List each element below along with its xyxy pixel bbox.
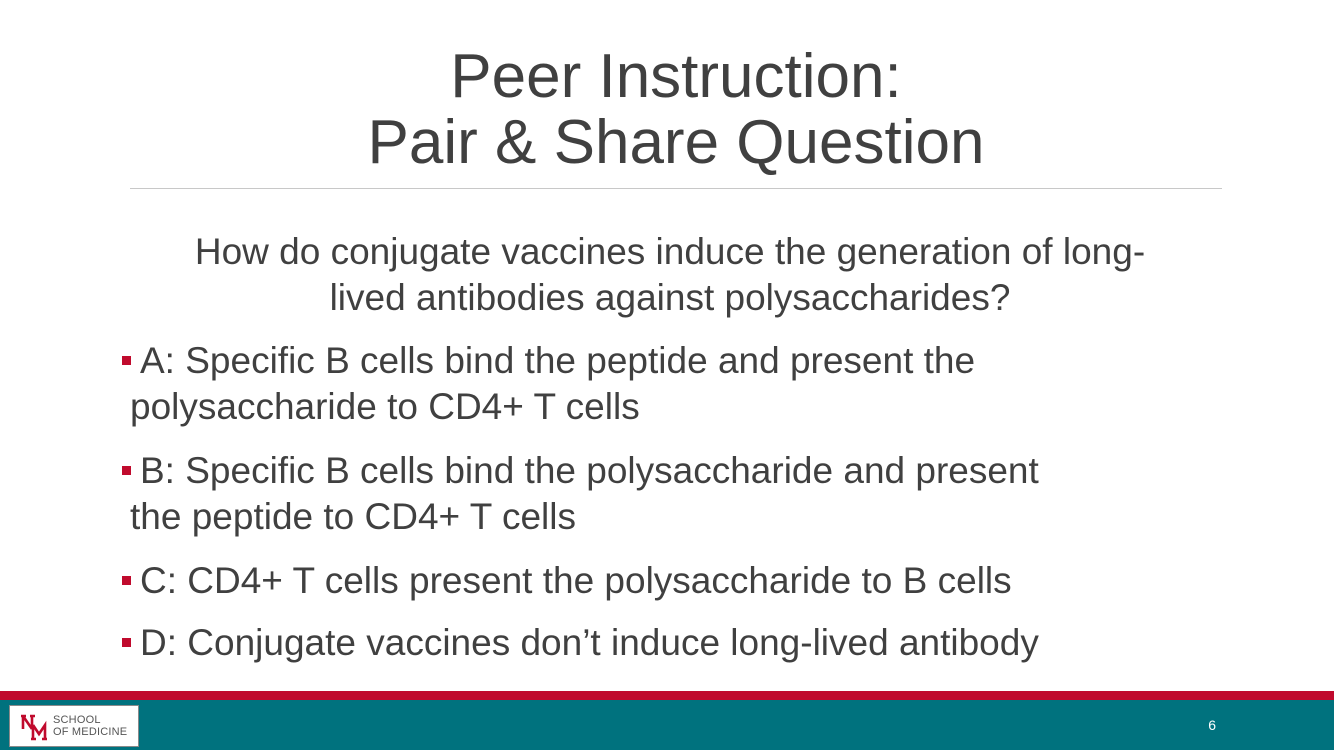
option-b-line-1: B: Specific B cells bind the polysaccharide and present: [140, 450, 1039, 491]
logo-wordmark: [53, 714, 127, 738]
answer-option-d: [130, 620, 1220, 666]
option-b-line-2: the peptide to CD4+ T cells: [130, 496, 576, 537]
bullet-square-icon: [122, 638, 131, 647]
question-line-2: lived antibodies against polysaccharides?: [329, 277, 1011, 318]
unm-logo-icon: [20, 712, 48, 742]
option-a-line-1: A: Specific B cells bind the peptide and present the: [140, 340, 976, 381]
logo-line-2: OF MEDICINE: [53, 726, 128, 738]
bullet-square-icon: [122, 356, 131, 365]
answer-option-c: [130, 558, 1220, 604]
answer-option-a: [130, 338, 1220, 430]
footer-bar: [0, 700, 1334, 750]
option-c-line-1: C: CD4+ T cells present the polysaccharide to B cells: [140, 560, 1012, 601]
school-logo: [9, 705, 139, 747]
answer-option-b: [130, 448, 1220, 540]
bullet-square-icon: [122, 466, 131, 475]
footer-accent-stripe: [0, 691, 1334, 700]
question-line-1: How do conjugate vaccines induce the generation of long-: [194, 231, 1146, 272]
bullet-square-icon: [122, 576, 131, 585]
logo-line-1: SCHOOL: [53, 714, 101, 726]
page-number: 6: [1208, 717, 1216, 733]
title-line-1: Peer Instruction:: [450, 42, 902, 111]
option-d-line-1: D: Conjugate vaccines don’t induce long-lived antibody: [140, 622, 1039, 663]
title-line-2: Pair & Share Question: [367, 108, 985, 177]
option-a-line-2: polysaccharide to CD4+ T cells: [130, 386, 640, 427]
